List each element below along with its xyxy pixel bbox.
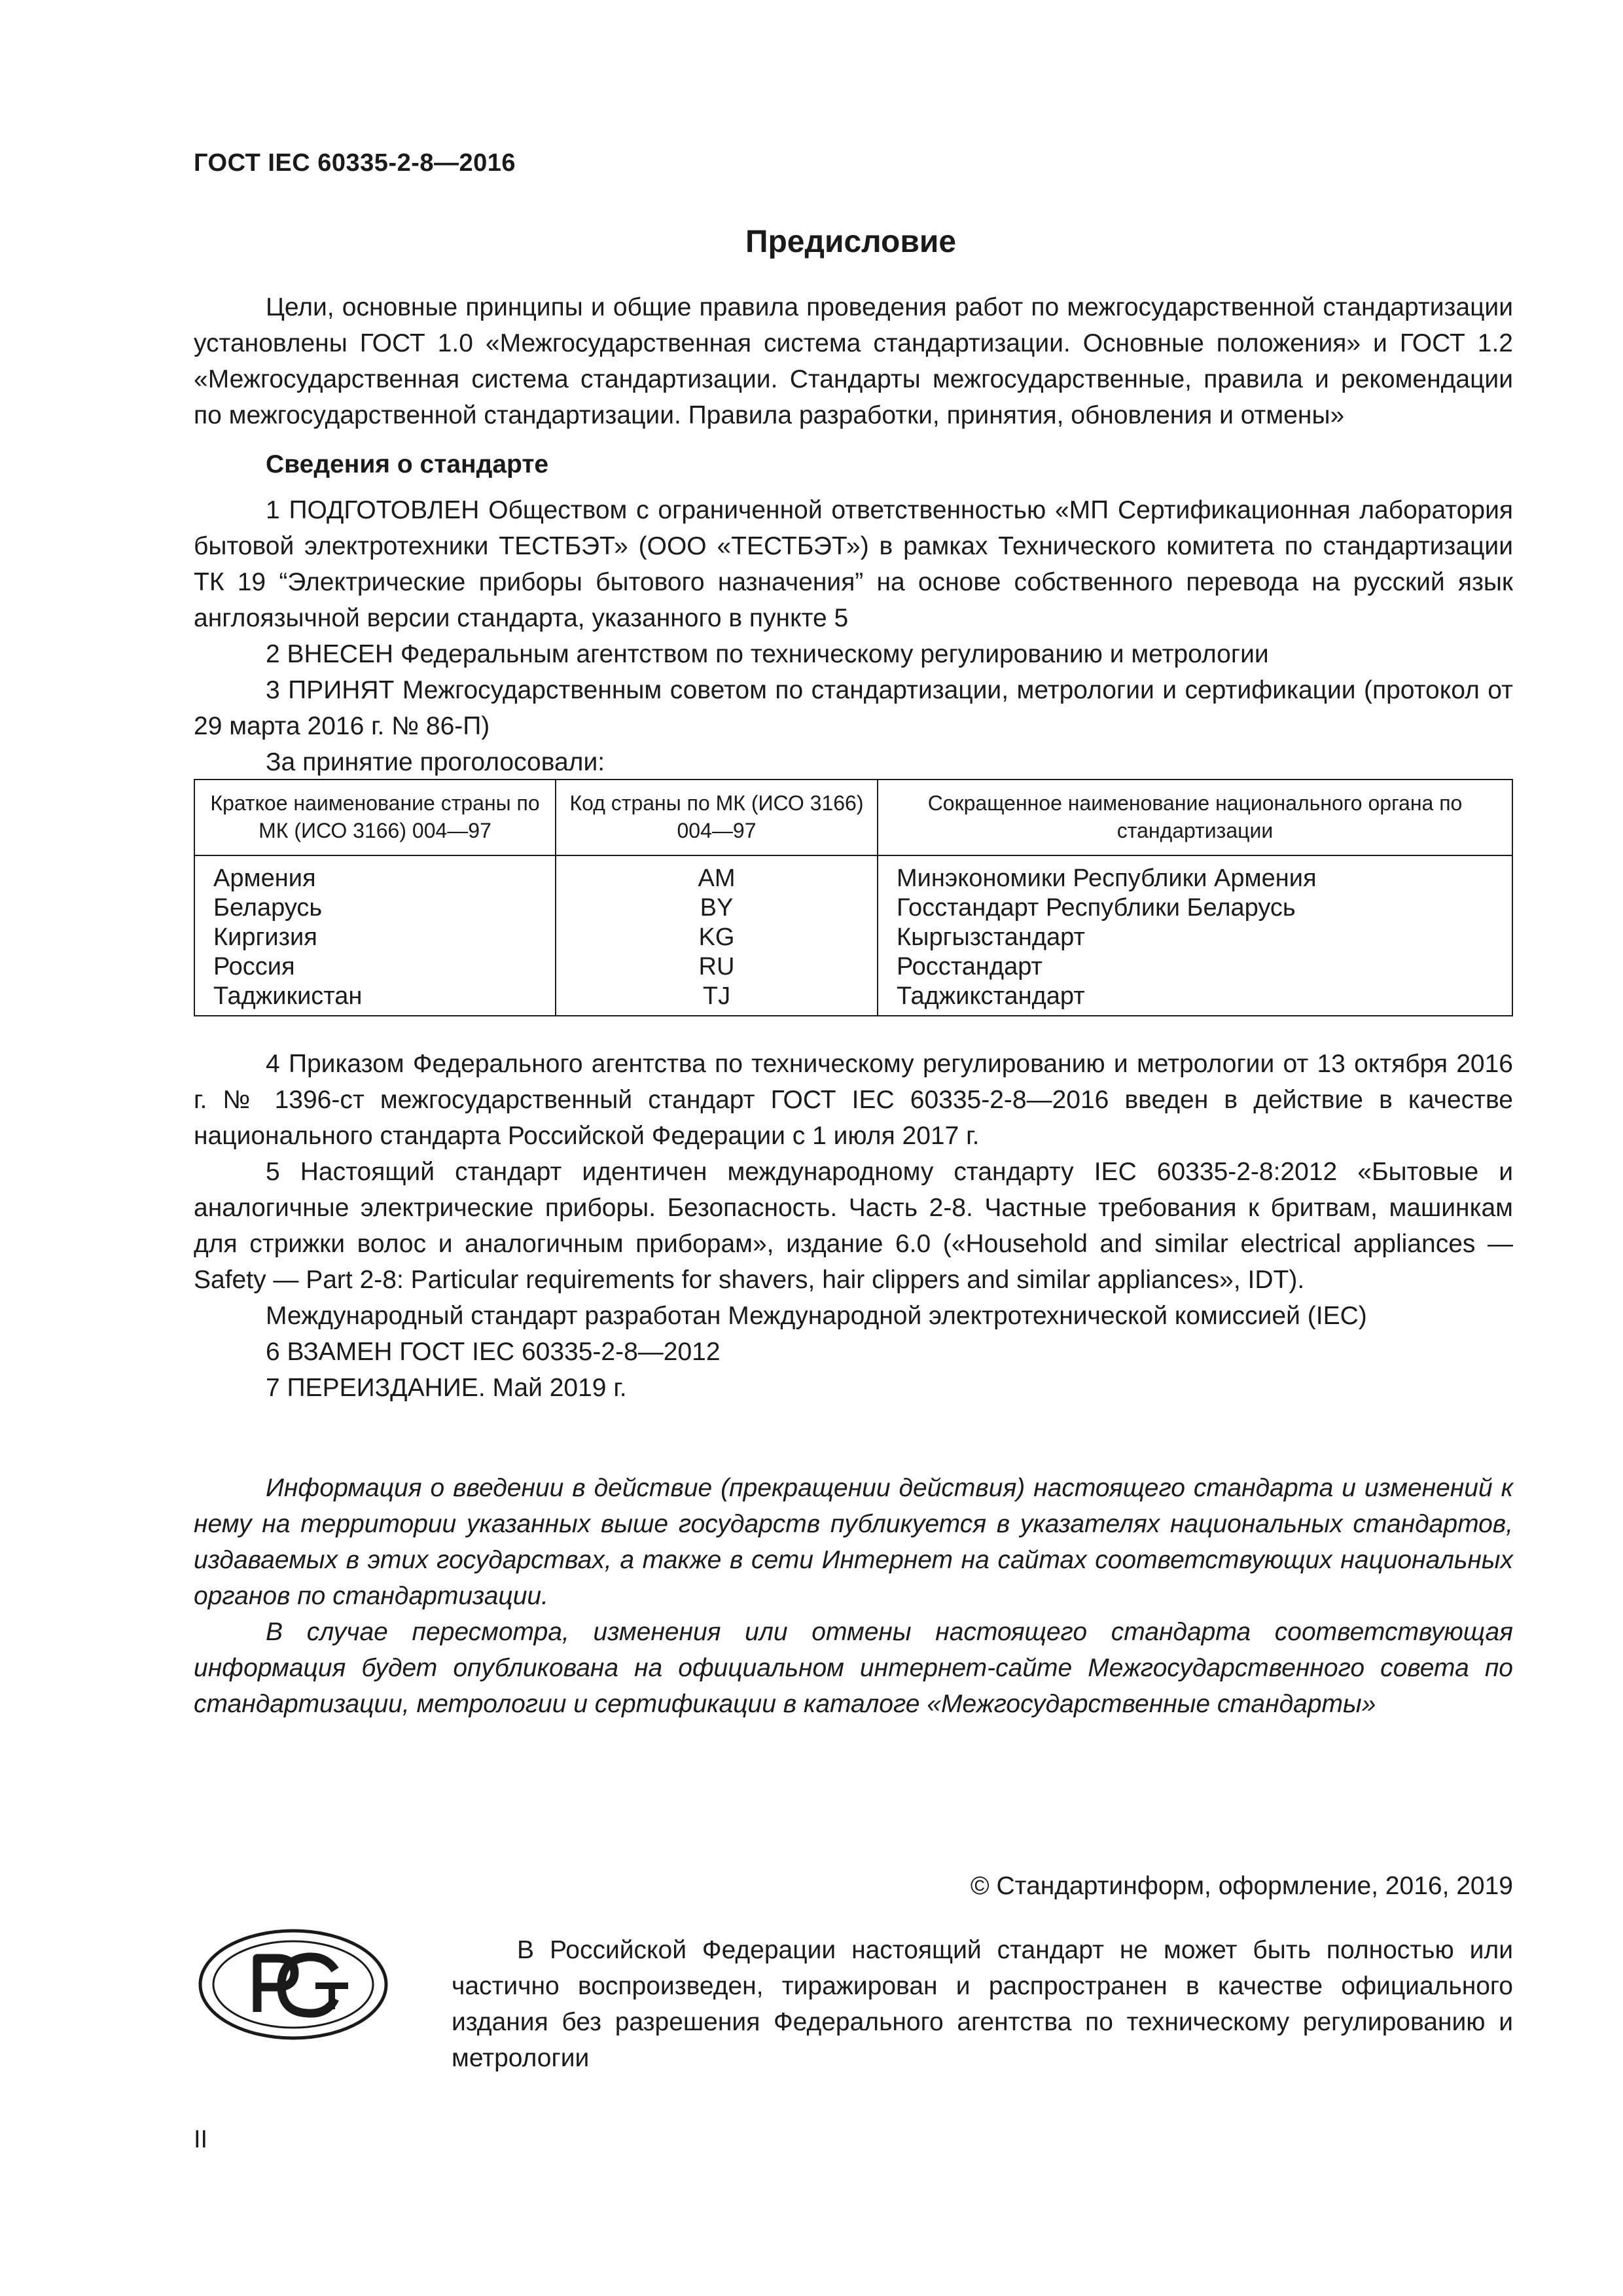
item-4-enacted: 4 Приказом Федерального агентства по техническому регулированию и метрологии от 13 октября 2016 г. № 1396-ст межгосударственный стандарт ГОСТ IEC 60335-2-8—2016 введен в действие в качестве национального стандарта Российской Федерации с 1 июля 2017 г. (194, 1050, 1513, 1150)
table-row (194, 923, 1512, 952)
cell-country: Таджикистан (194, 982, 556, 1016)
item-2-introduced: 2 ВНЕСЕН Федеральным агентством по техническому регулированию и метрологии (266, 640, 1269, 668)
standard-info-items-continued (194, 1046, 1513, 1406)
votes-table (194, 779, 1513, 1016)
cell-code: AM (556, 855, 878, 893)
cell-body: Минэкономики Республики Армения (878, 855, 1512, 893)
cell-code: BY (556, 893, 878, 923)
item-6-replaces: 6 ВЗАМЕН ГОСТ IEC 60335-2-8—2012 (266, 1338, 721, 1366)
rst-logo-icon (195, 1926, 391, 2043)
rights-paragraph: В Российской Федерации настоящий стандарт не может быть полностью или частично воспроизведен, тиражирован и распространен в качестве официального издания без разрешения Федерального агентства по техническому регулированию и метрологии (452, 1936, 1513, 2072)
cell-country: Россия (194, 952, 556, 982)
cell-code: KG (556, 923, 878, 952)
item-5-note: Международный стандарт разработан Международной электротехнической комиссией (IEC) (266, 1302, 1367, 1330)
preface-title: Предисловие (745, 224, 957, 259)
cell-body: Госстандарт Республики Беларусь (878, 893, 1512, 923)
info-notice-block (194, 1470, 1513, 1722)
item-5-identical: 5 Настоящий стандарт идентичен международному стандарту IEC 60335-2-8:2012 «Бытовые и аналогичные электрические приборы. Безопасность. Часть 2-8. Частные требования к бритвам, машинкам для стрижки волос и аналогичным приборам», издание 6.0 («Household and similar electrical appliances — Safety — Part 2-8: Particular requirements for shavers, hair clippers and similar appliances», IDT). (194, 1158, 1513, 1294)
document-code-header: ГОСТ IEC 60335-2-8—2016 (194, 149, 516, 177)
table-row (194, 952, 1512, 982)
item-3-adopted: 3 ПРИНЯТ Межгосударственным советом по стандартизации, метрологии и сертификации (протокол от 29 марта 2016 г. № 86-П) (194, 676, 1513, 740)
standard-info-items (194, 492, 1513, 780)
copyright-notice: © Стандартинформ, оформление, 2016, 2019 (970, 1872, 1513, 1900)
standard-info-subheading: Сведения о стандарте (266, 450, 549, 478)
item-1-prepared: 1 ПОДГОТОВЛЕН Обществом с ограниченной ответственностью «МП Сертификационная лаборатория бытовой электротехники ТЕСТБЭТ» (ООО «ТЕСТБЭТ») в рамках Технического комитета по стандартизации ТК 19 “Электрические приборы бытового назначения” на основе собственного перевода на русский язык англоязычной версии стандарта, указанного в пункте 5 (194, 496, 1513, 632)
preface-intro-paragraph: Цели, основные принципы и общие правила проведения работ по межгосударственной стандартизации установлены ГОСТ 1.0 «Межгосударственная система стандартизации. Основные положения» и ГОСТ 1.2 «Межгосударственная система стандартизации. Стандарты межгосударственные, правила и рекомендации по межгосударственной стандартизации. Правила разработки, принятия, обновления и отмены» (194, 293, 1513, 429)
table-row (194, 855, 1512, 893)
copyright-restriction-notice (452, 1932, 1513, 2076)
voted-label: За принятие проголосовали: (266, 748, 605, 776)
cell-country: Киргизия (194, 923, 556, 952)
page-number: II (194, 2126, 208, 2153)
votes-table-header-row (194, 780, 1512, 855)
header-country: Краткое наименование страны по МК (ИСО 3166) 004—97 (194, 780, 556, 855)
cell-body: Таджикстандарт (878, 982, 1512, 1016)
cell-code: TJ (556, 982, 878, 1016)
cell-country: Армения (194, 855, 556, 893)
table-row (194, 982, 1512, 1016)
header-code: Код страны по МК (ИСО 3166) 004—97 (556, 780, 878, 855)
header-national-body: Сокращенное наименование национального органа по стандартизации (878, 780, 1512, 855)
cell-code: RU (556, 952, 878, 982)
table-row (194, 893, 1512, 923)
info-notice-paragraph-1: Информация о введении в действие (прекращении действия) настоящего стандарта и изменений к нему на территории указанных выше государств публикуется в указателях национальных стандартов, издаваемых в этих государствах, а также в сети Интернет на сайтах соответствующих национальных органов по стандартизации. (194, 1474, 1513, 1610)
info-notice-paragraph-2: В случае пересмотра, изменения или отмены настоящего стандарта соответствующая информация будет опубликована на официальном интернет-сайте Межгосударственного совета по стандартизации, метрологии и сертификации в каталоге «Межгосударственные стандарты» (194, 1618, 1513, 1718)
cell-body: Росстандарт (878, 952, 1512, 982)
preface-intro-block (194, 289, 1513, 433)
item-7-reissue: 7 ПЕРЕИЗДАНИЕ. Май 2019 г. (266, 1374, 627, 1402)
cell-body: Кыргызстандарт (878, 923, 1512, 952)
cell-country: Беларусь (194, 893, 556, 923)
